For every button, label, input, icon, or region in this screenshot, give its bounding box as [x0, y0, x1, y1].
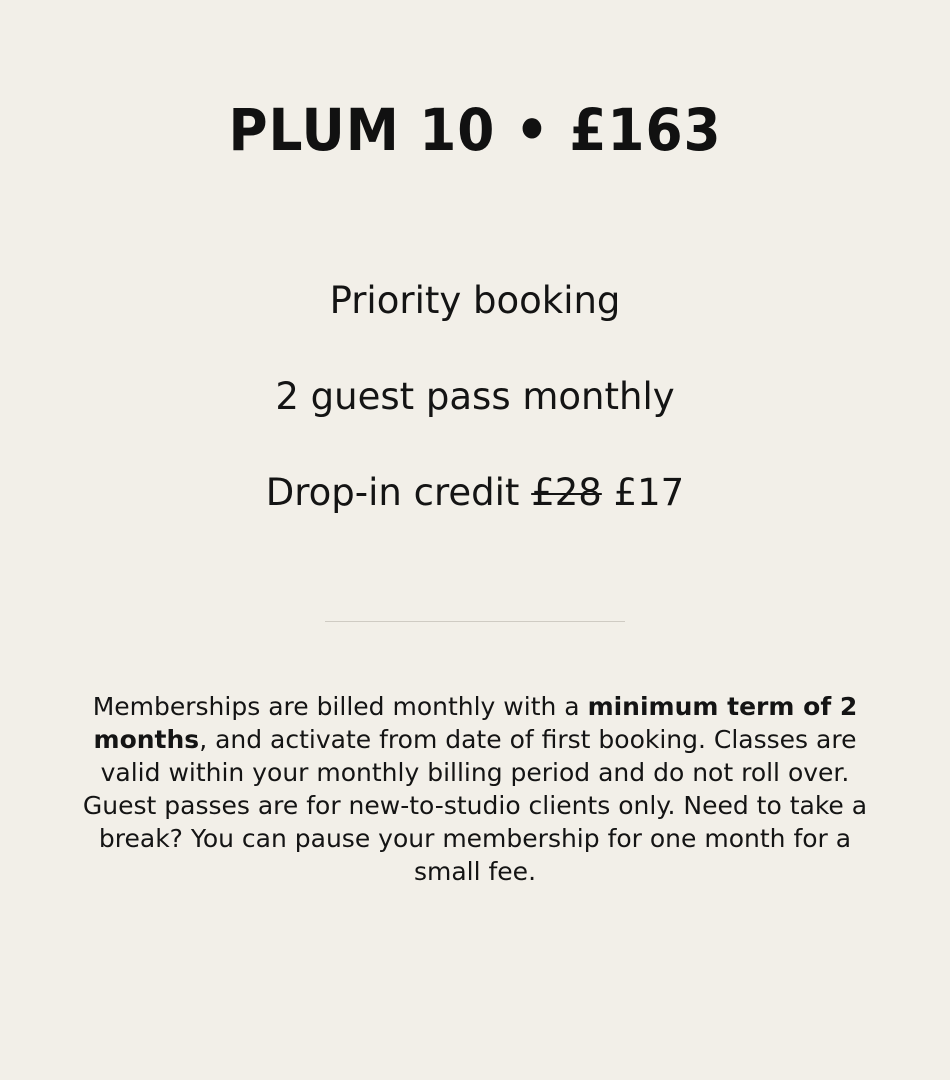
feature-guest-pass: 2 guest pass monthly: [275, 375, 675, 418]
feature-list: [0, 276, 950, 564]
plan-title: PLUM 10 • £163: [228, 96, 722, 164]
terms-minimum-term: minimum term of 2 months: [93, 692, 858, 754]
drop-in-label: Drop-in credit: [265, 471, 520, 514]
divider: [325, 621, 625, 622]
feature-drop-in-credit: [0, 468, 950, 564]
feature-priority-booking: Priority booking: [329, 279, 621, 322]
drop-in-old-price: £28: [531, 471, 602, 514]
terms-text-details: , and activate from date of first booking. Classes are valid within your monthly billing period and do not roll over. Guest passes are for new-to-studio clients only. Need to take a break? You can pause your membership for one month for a small fee.: [82, 725, 868, 886]
drop-in-new-price: £17: [613, 471, 685, 514]
terms-text-intro: Memberships are billed monthly with a: [92, 692, 588, 721]
membership-terms: [75, 690, 875, 888]
